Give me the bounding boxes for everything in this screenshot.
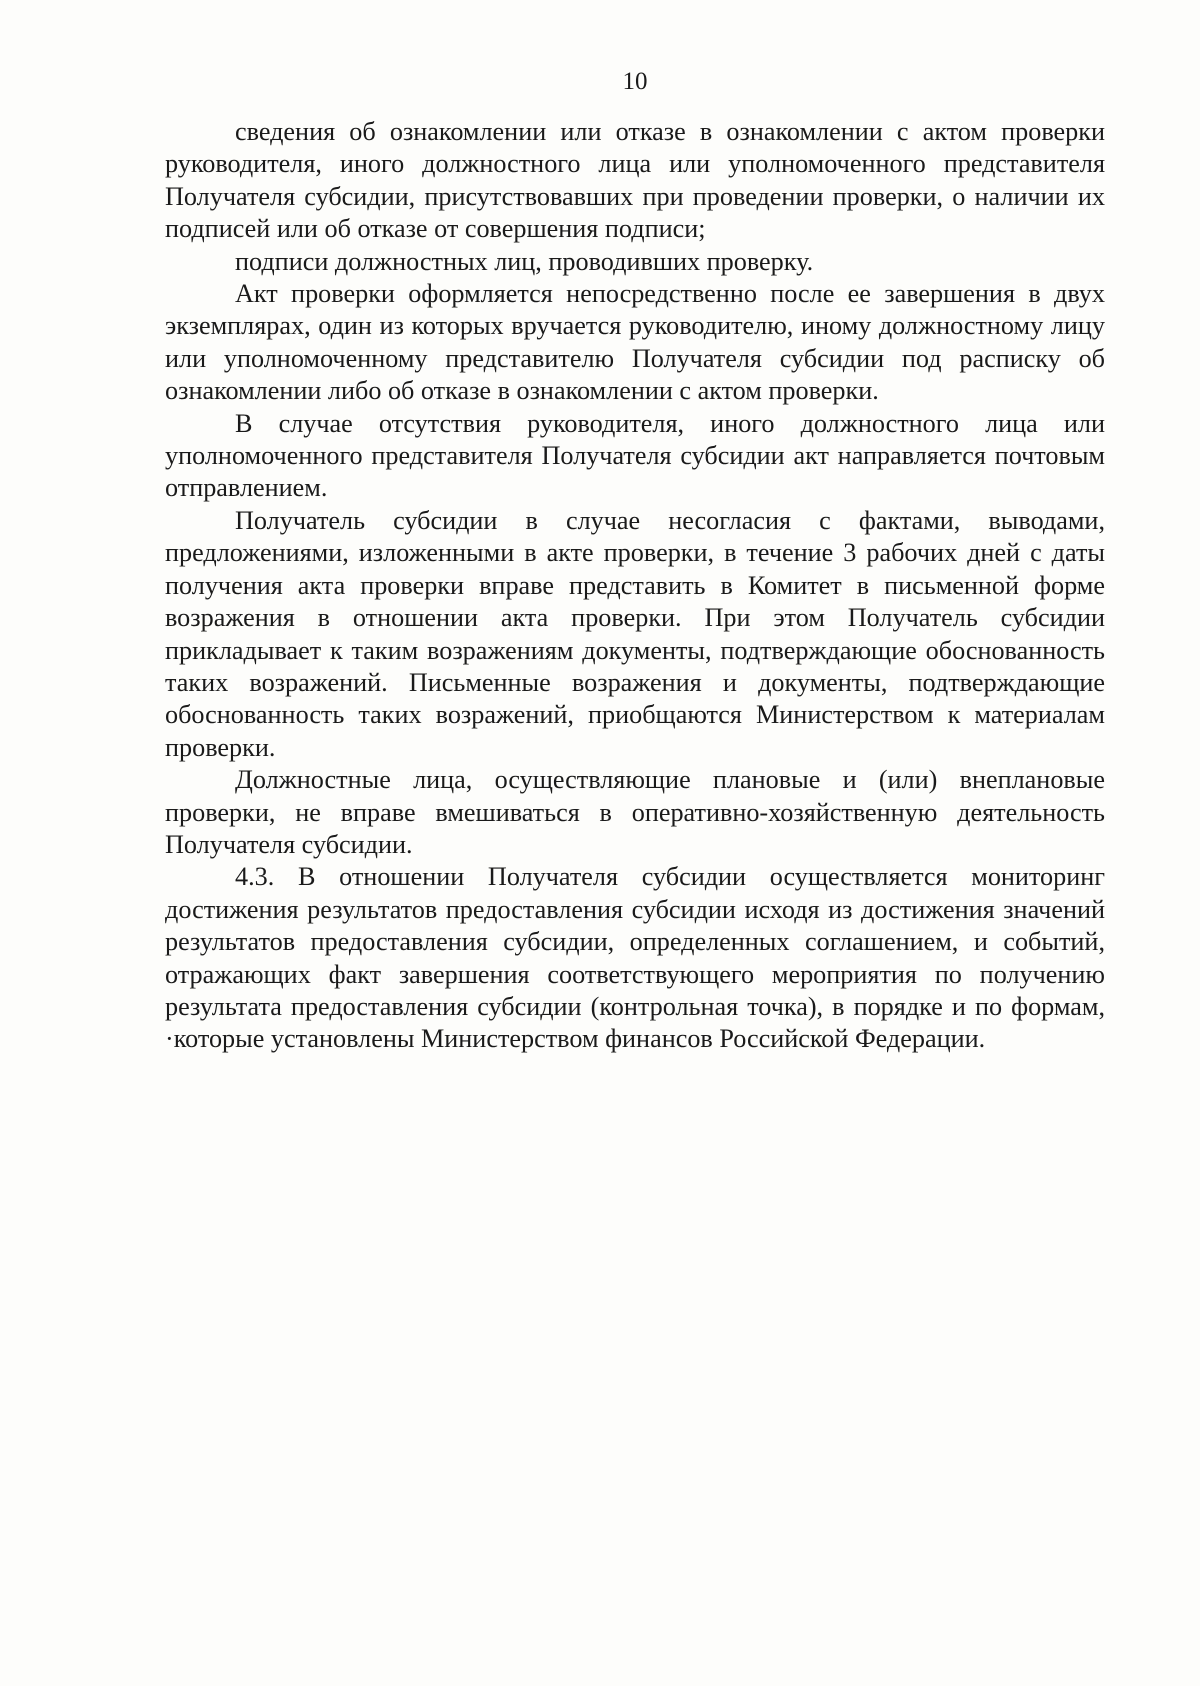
paragraph-absence-mailing: В случае отсутствия руководителя, иного должностного лица или уполномоченного представителя Получателя субсидии акт направляется почтовым отправлением. <box>165 408 1105 503</box>
paragraph-objections: Получатель субсидии в случае несогласия с фактами, выводами, предложениями, изложенными в акте проверки, в течение 3 рабочих дней с даты получения акта проверки вправе представить в Комитет в письменной форме возражения в отношении акта проверки. При этом Получатель субсидии прикладывает к таким возражениям документы, подтверждающие обоснованность таких возражений. Письменные возражения и документы, подтверждающие обоснованность таких возражений, приобщаются Министерством к материалам проверки. <box>165 505 1105 762</box>
paragraph-signatures: подписи должностных лиц, проводивших проверку. <box>235 246 814 276</box>
paragraph-acquaintance-info: сведения об ознакомлении или отказе в ознакомлении с актом проверки руководителя, иного должностного лица или уполномоченного представителя Получателя субсидии, присутствовавших при проведении проверки, о наличии их подписей или об отказе от совершения подписи; <box>165 117 1105 244</box>
page-number: 10 <box>622 68 648 95</box>
paragraph-monitoring-4-3: 4.3. В отношении Получателя субсидии осуществляется мониторинг достижения результатов предоставления субсидии исходя из достижения значений результатов предоставления субсидии, определенных соглашением, и событий, отражающих факт завершения соответствующего мероприятия по получению результата предоставления субсидии (контрольная точка), в порядке и по формам, ·которые установлены Министерством финансов Российской Федерации. <box>165 862 1105 1054</box>
paragraph-act-execution: Акт проверки оформляется непосредственно после ее завершения в двух экземплярах, один из которых вручается руководителю, иному должностному лицу или уполномоченному представителю Получателя субсидии под расписку об ознакомлении либо об отказе в ознакомлении с актом проверки. <box>165 279 1105 406</box>
document-body <box>165 116 1105 1056</box>
paragraph-officials-restriction: Должностные лица, осуществляющие плановые и (или) внеплановые проверки, не вправе вмешиваться в оперативно-хозяйственную деятельность Получателя субсидии. <box>165 765 1105 859</box>
